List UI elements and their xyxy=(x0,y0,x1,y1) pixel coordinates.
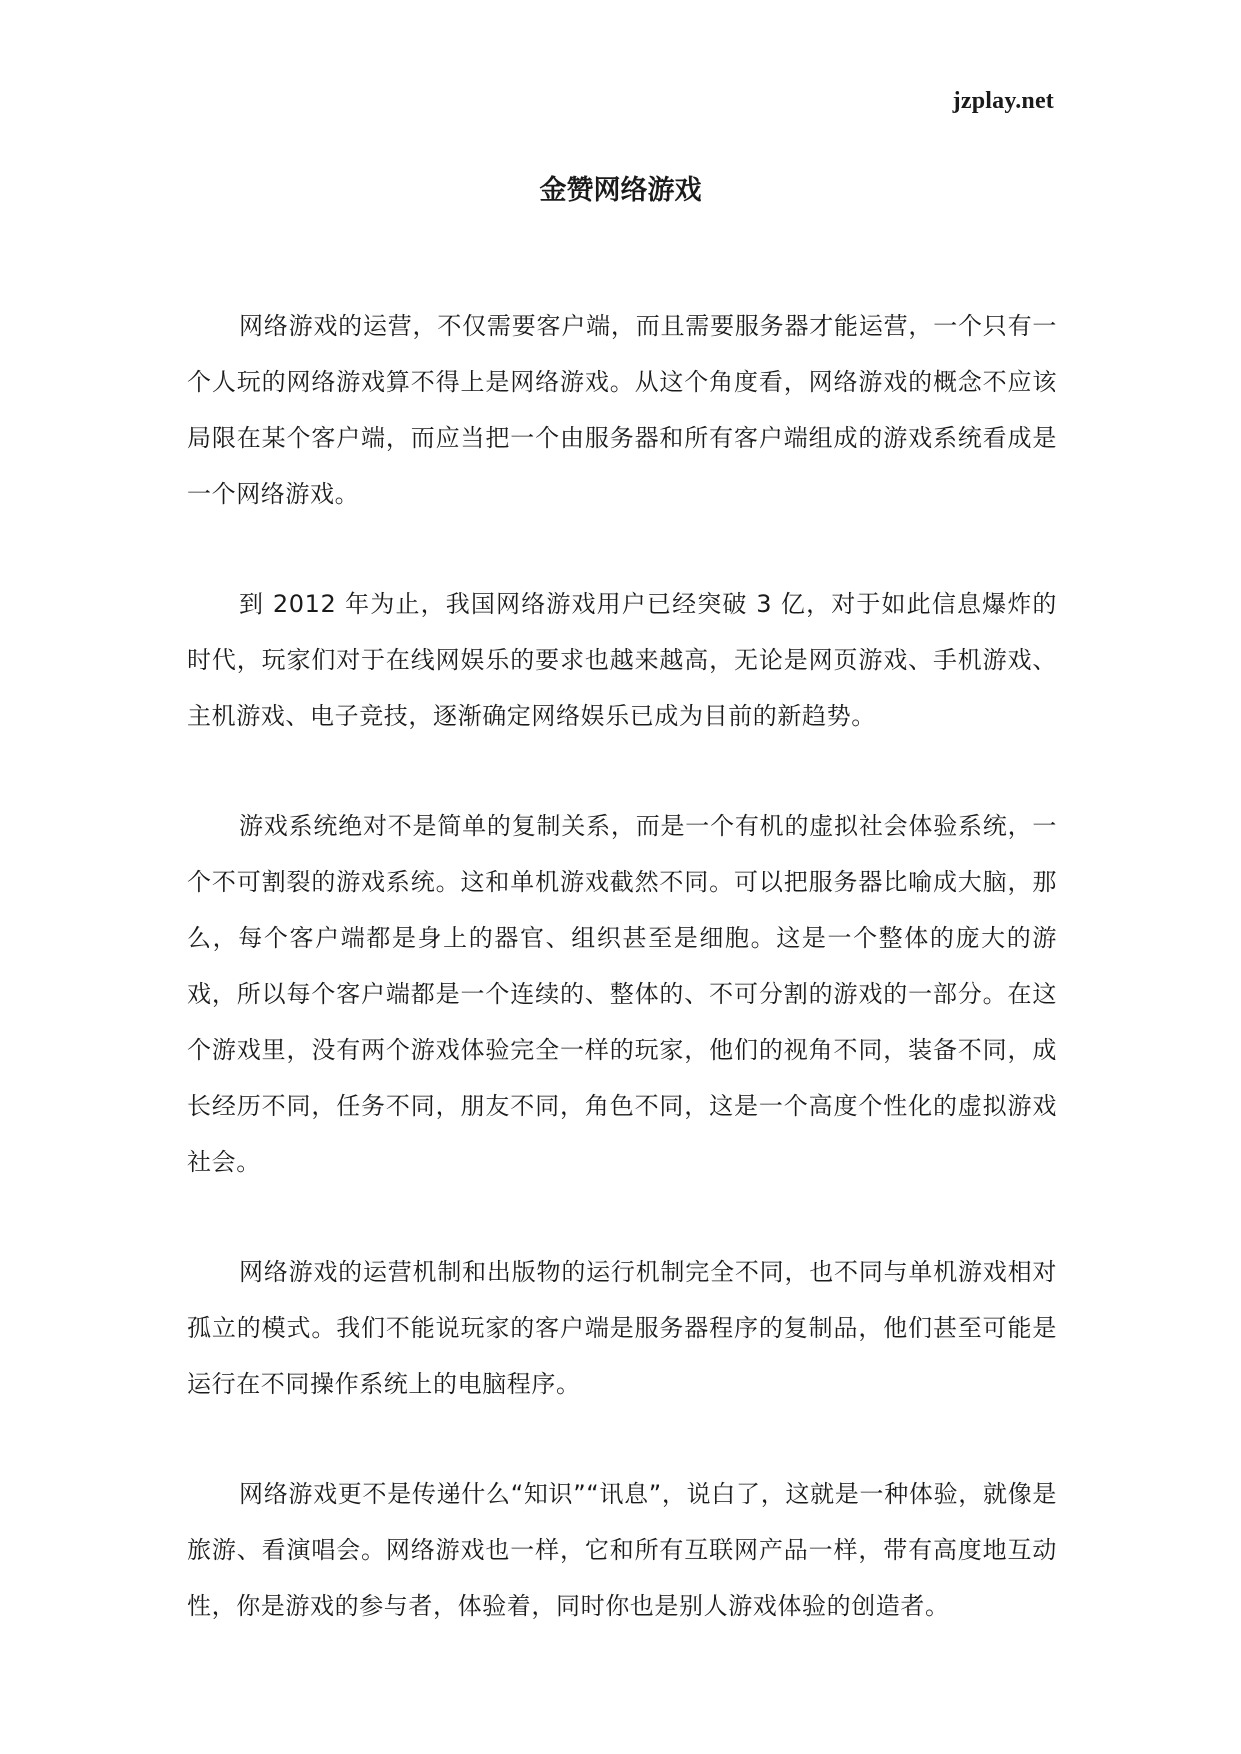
paragraph-1: 网络游戏的运营，不仅需要客户端，而且需要服务器才能运营，一个只有一个人玩的网络游戏算不得上是网络游戏。从这个角度看，网络游戏的概念不应该局限在某个客户端，而应当把一个由服务器和所有客户端组成的游戏系统看成是一个网络游戏。 xyxy=(187,312,1057,508)
paragraph-4: 网络游戏的运营机制和出版物的运行机制完全不同，也不同与单机游戏相对孤立的模式。我们不能说玩家的客户端是服务器程序的复制品，他们甚至可能是运行在不同操作系统上的电脑程序。 xyxy=(187,1258,1057,1398)
paragraph-5: 网络游戏更不是传递什么“知识”“讯息”，说白了，这就是一种体验，就像是旅游、看演唱会。网络游戏也一样，它和所有互联网产品一样，带有高度地互动性，你是游戏的参与者，体验着，同时你也是别人游戏体验的创造者。 xyxy=(187,1480,1057,1620)
document-body xyxy=(187,298,1057,1688)
site-header: jzplay.net xyxy=(952,88,1054,114)
paragraph-3: 游戏系统绝对不是简单的复制关系，而是一个有机的虚拟社会体验系统，一个不可割裂的游戏系统。这和单机游戏截然不同。可以把服务器比喻成大脑，那么，每个客户端都是身上的器官、组织甚至是细胞。这是一个整体的庞大的游戏，所以每个客户端都是一个连续的、整体的、不可分割的游戏的一部分。在这个游戏里，没有两个游戏体验完全一样的玩家，他们的视角不同，装备不同，成长经历不同，任务不同，朋友不同，角色不同，这是一个高度个性化的虚拟游戏社会。 xyxy=(187,812,1057,1176)
paragraph-2: 到 2012 年为止，我国网络游戏用户已经突破 3 亿，对于如此信息爆炸的时代，玩家们对于在线网娱乐的要求也越来越高，无论是网页游戏、手机游戏、主机游戏、电子竞技，逐渐确定网络娱乐已成为目前的新趋势。 xyxy=(187,590,1057,730)
page-title: 金赞网络游戏 xyxy=(539,175,702,206)
